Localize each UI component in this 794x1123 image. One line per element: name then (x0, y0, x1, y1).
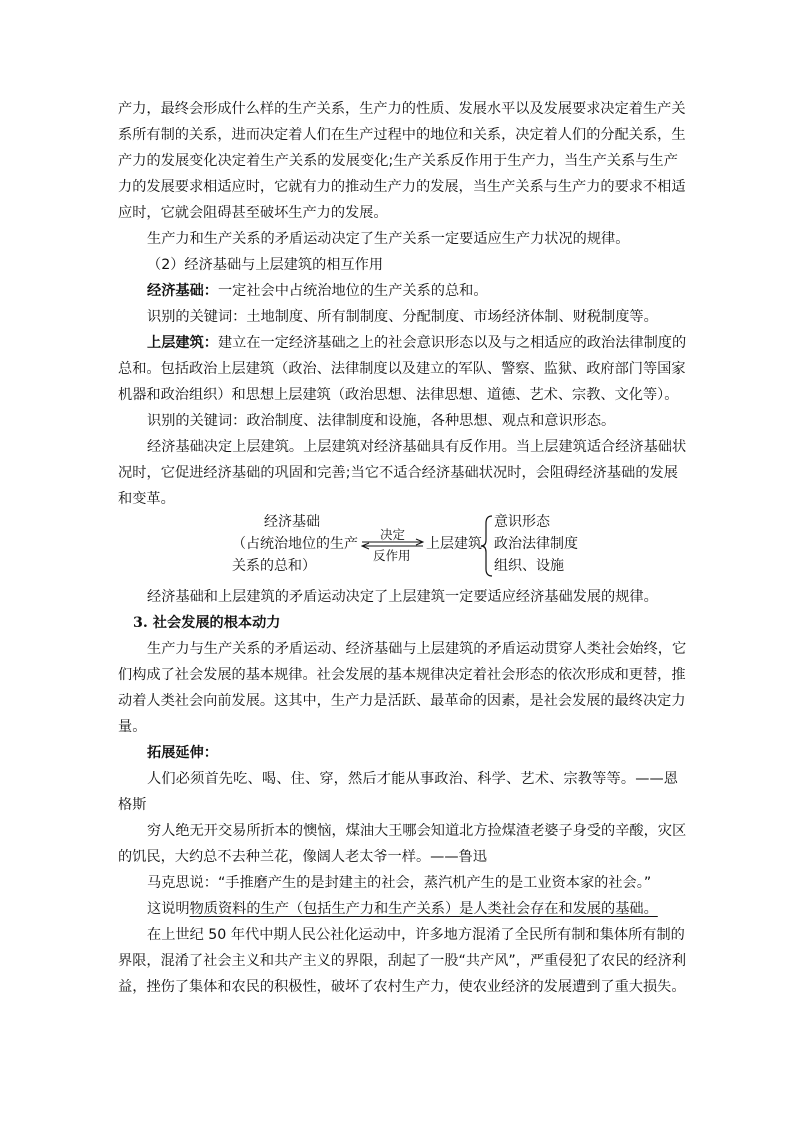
paragraph-line: 界限，混淆了社会主义和共产主义的界限，刮起了一股“共产风”，严重侵犯了农民的经济利 (118, 953, 687, 969)
paragraph-line: 应时，它就会阻碍甚至破坏生产力的发展。 (118, 205, 388, 221)
definition-text: 建立在一定经济基础之上的社会意识形态以及与之相适应的政治法律制度的 (217, 335, 687, 351)
subsection-heading: （2）经济基础与上层建筑的相互作用 (147, 257, 384, 273)
diagram-arrow-label: 决定 (380, 527, 406, 542)
paragraph-line: 和变革。 (118, 491, 175, 507)
diagram-base-desc: 关系的总和） (232, 558, 316, 574)
conclusion-underlined: 物质资料的生产（包括生产力和生产关系）是人类社会存在和发展的基础。 (189, 901, 658, 917)
definition-text: 一定社会中占统治地位的生产关系的总和。 (217, 283, 488, 299)
quote-luxun: 穷人绝无开交易所折本的懊恼，煤油大王哪会知道北方捡煤渣老婆子身受的辛酸，灾区 (147, 823, 687, 839)
paragraph-line: 经济基础决定上层建筑。上层建筑对经济基础具有反作用。当上层建筑适合经济基础状 (147, 439, 687, 455)
paragraph-line: 在上世纪 50 年代中期人民公社化运动中，许多地方混淆了全民所有制和集体所有制的 (147, 927, 685, 943)
document-page (118, 96, 687, 1000)
law-statement: 经济基础和上层建筑的矛盾运动决定了上层建筑一定要适应经济基础发展的规律。 (147, 589, 658, 605)
diagram-base-label: 经济基础 (264, 514, 320, 530)
double-arrow-icon (361, 538, 425, 550)
section-heading: 3. 社会发展的根本动力 (133, 615, 281, 631)
definition-economic-base (118, 278, 678, 304)
paragraph-line: 况时，它促进经济基础的巩固和完善;当它不适合经济基础状况时，会阻碍经济基础的发展 (118, 465, 678, 481)
term-label: 上层建筑： (147, 335, 218, 351)
paragraph-line: 产力，最终会形成什么样的生产关系，生产力的性质、发展水平以及发展要求决定着生产关 (118, 101, 686, 117)
conclusion-prefix: 这说明 (147, 901, 190, 917)
conclusion-line (118, 896, 678, 922)
extension-heading: 拓展延伸： (147, 745, 218, 761)
quote-marx: 马克思说：“手推磨产生的是封建主的社会，蒸汽机产生的是工业资本家的社会。” (147, 875, 652, 891)
paragraph-line: 量。 (118, 719, 147, 735)
brace-icon (480, 515, 494, 577)
diagram-item: 意识形态 (494, 514, 550, 530)
diagram-super-label: 上层建筑 (426, 536, 482, 552)
paragraph-line: 生产力与生产关系的矛盾运动、经济基础与上层建筑的矛盾运动贯穿人类社会始终，它 (147, 641, 687, 657)
paragraph-line: 动着人类社会向前发展。这其中，生产力是活跃、最革命的因素，是社会发展的最终决定力 (118, 693, 686, 709)
paragraph-line: 机器和政治组织）和思想上层建筑（政治思想、法律思想、道德、艺术、宗教、文化等）。 (118, 387, 679, 403)
law-statement: 生产力和生产关系的矛盾运动决定了生产关系一定要适应生产力状况的规律。 (147, 231, 630, 247)
quote-luxun: 的饥民，大约总不去种兰花，像阔人老太爷一样。——鲁迅 (118, 849, 487, 865)
diagram-base-desc: （占统治地位的生产 (232, 536, 358, 552)
diagram-item: 组织、设施 (494, 558, 564, 574)
paragraph-line: 们构成了社会发展的基本规律。社会发展的基本规律决定着社会形态的依次形成和更替，推 (118, 667, 686, 683)
paragraph-line: 力的发展要求相适应时，它就有力的推动生产力的发展，当生产关系与生产力的要求不相适 (118, 179, 686, 195)
diagram-arrow-label: 反作用 (373, 548, 411, 563)
definition-superstructure (118, 330, 687, 356)
paragraph-line: 产力的发展变化决定着生产关系的发展变化;生产关系反作用于生产力，当生产关系与生产 (118, 153, 678, 169)
quote-engels: 人们必须首先吃、喝、住、穿，然后才能从事政治、科学、艺术、宗教等等。——恩 (147, 771, 678, 787)
base-superstructure-diagram (118, 512, 678, 580)
quote-engels: 格斯 (118, 797, 147, 813)
paragraph-line: 益，挫伤了集体和农民的积极性，破坏了农村生产力，使农业经济的发展遭到了重大损失。 (118, 979, 686, 995)
diagram-item: 政治法律制度 (494, 536, 578, 552)
keywords-line: 识别的关键词：政治制度、法律制度和设施，各种思想、观点和意识形态。 (147, 413, 616, 429)
paragraph-line: 系所有制的关系，进而决定着人们在生产过程中的地位和关系，决定着人们的分配关系，生 (118, 127, 686, 143)
paragraph-line: 总和。包括政治上层建筑（政治、法律制度以及建立的军队、警察、监狱、政府部门等国家 (118, 361, 686, 377)
term-label: 经济基础： (147, 283, 218, 299)
keywords-line: 识别的关键词：土地制度、所有制制度、分配制度、市场经济体制、财税制度等。 (147, 309, 658, 325)
